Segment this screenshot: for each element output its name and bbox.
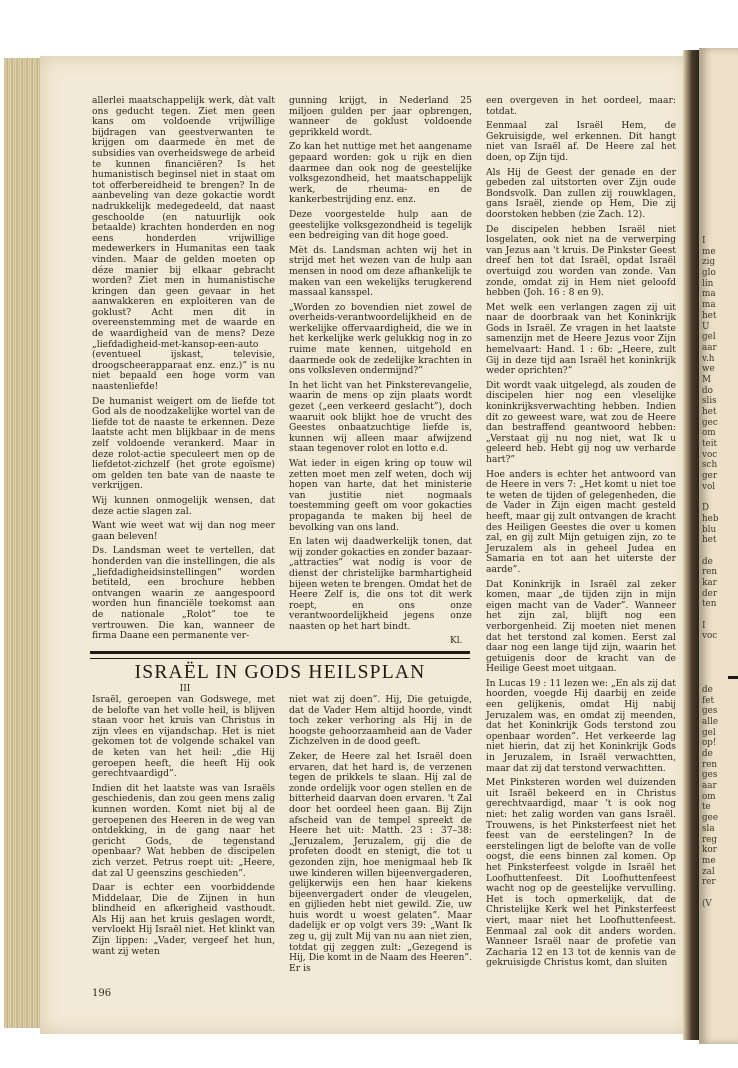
page-number: 196 [92,988,112,999]
edge-fragment: voc [702,631,718,642]
column-5 [289,695,472,978]
edge-fragment: U [702,321,710,332]
book-gutter [683,50,699,1040]
paragraph: Deze voorgestelde hulp aan de geestelijke volksgezondheid is tegelijk een bedreiging van dit hoge goed. [289,208,472,242]
column-1 [92,96,275,646]
column-2 [289,96,472,637]
paragraph: De discipelen hebben Israël niet losgelaten, ook niet na de verwerping van Jezus aan 't kruis. De Pinkster Geest dreef hen tot dat Israël, opdat Israël overtuigd zou worden van zonde. Van zonde, omdat zij in Hem niet geloofd hebben (Joh. 16 : 8 en 9). [486,223,676,299]
title-rule-thick [90,651,470,654]
edge-fragment: het [702,310,717,321]
edge-fragment: om [702,791,716,802]
edge-fragment: voc [702,449,718,460]
edge-fragment: me [702,855,716,866]
edge-fragment: ges [702,706,718,717]
paragraph: De humanist weigert om de liefde tot God als de noodzakelijke wortel van de liefde tot de naaste te erkennen. Deze laatste acht men blijkbaar in de mens zelf voldoende verankerd. Maar in deze rolot-actie speculeert men op de liefdetot-zichzelf (het grote egoïsme) om gelden ten bate van de naaste te verkrijgen. [92,395,275,492]
paragraph: Want wie weet wat wij dan nog meer gaan beleven! [92,520,275,542]
edge-fragment: het [702,535,717,546]
column-3 [486,96,676,973]
edge-fragment: het [702,407,717,417]
section-number: III [179,684,191,694]
edge-fragment: rer [702,877,716,888]
edge-fragment: ren [702,759,718,770]
edge-fragment: op! [702,738,717,749]
edge-fragment: ger [702,471,718,482]
paragraph: Zo kan het nuttige met het aangename gepaard worden: gok u rijk en dien daarmee dan ook nog de geestelijke volksgezondheid, het maatschappelijk werk, de rheuma- en de kankerbestrijding enz. enz. [289,141,472,206]
edge-fragment: der [702,588,718,599]
edge-fragment: glo [702,268,716,279]
edge-fragment: D [702,503,710,514]
paragraph: In het licht van het Pinksterevangelie, waarin de mens op zijn plaats wordt gezet („een verkeerd geslacht”), doch waaruit ook blijkt hoe de vrucht des Geestes onbaatzuchtige liefde is, kunnen wij alleen maar afwijzend staan tegenover rolot en lotto e.d. [289,379,472,455]
next-page-text-fragments [702,236,736,909]
edge-fragment: heb [702,513,719,524]
edge-fragment: gel [702,727,716,738]
edge-fragment [702,653,736,664]
edge-fragment: de [702,684,713,695]
edge-fragment: de [702,556,713,567]
edge-fragment: I [702,236,706,246]
author-signature: Kl. [450,636,463,646]
edge-fragment: aar [702,342,717,353]
edge-fragment: kar [702,578,717,588]
edge-fragment: ren [702,567,718,578]
article-title: ISRAËL IN GODS HEILSPLAN [134,662,426,683]
edge-fragment: (V [702,898,712,909]
edge-fragment: kor [702,845,717,856]
paragraph: Dat Koninkrijk in Israël zal zeker komen, maar „de tijden zijn in mijn eigen macht van de Vader”. Wanneer het zijn zal, blijft nog een verborgenheid. Zij moeten niet menen dat het terstond zal komen. Eerst zal daar nog een lange tijd zijn, waarin het getuigenis door de kracht van de Heilige Geest moet uitgaan. [486,578,676,675]
edge-fragment: aar [702,781,717,792]
edge-fragment [702,664,736,675]
edge-fragment: ten [702,599,717,610]
column-4 [92,695,275,961]
edge-fragment: me [702,246,716,257]
paragraph: Daar is echter een voorbiddende Middelaar, Die de Zijnen in hun blindheid en afkerigheid vasthoudt. Als Hij aan het kruis geslagen wordt, vervloekt Hij Israël niet. Het klinkt van Zijn lippen: „Vader, vergeef het hun, want zij weten [92,882,275,957]
edge-fragment: I [702,620,706,631]
edge-fragment: zal [702,866,715,877]
edge-fragment [702,493,736,504]
edge-fragment: blu [702,524,717,535]
edge-fragment: gee [702,813,719,824]
edge-fragment [702,610,736,621]
edge-fragment: fet [702,695,714,706]
edge-fragment: sla [702,823,715,834]
paragraph: Dit wordt vaak uitgelegd, als zouden de discipelen hier nog een vleselijke koninkrijksverwachting hebben. Indien dit zo geweest ware, wat zou de Heere dan bestraffend geantwoord hebben: „Verstaat gij nu nog niet, wat Ik u geleerd heb. Hebt gij nog uw verharde hart?” [486,379,676,465]
edge-fragment: om [702,428,716,439]
paragraph: niet wat zij doen”. Hij, Die getuigde, dat de Vader Hem altijd hoorde, vindt toch zeker verhoring als Hij in de hoogste gehoorzaamheid aan de Vader Zichzelven in de dood geeft. [289,694,472,748]
paragraph: „Worden zo bovendien niet zowel de overheids-verantwoordelijkheid en de werkelijke offervaardigheid, die we in het kerkelijke werk gelukkig nog in zo ruime mate kennen, uitgehold en daarmede ook de zedelijke krachten in ons volksleven ondermijnd?” [289,301,472,377]
edge-fragment: reg [702,834,718,845]
edge-fragment: v.h [702,353,715,364]
paragraph: Hoe anders is echter het antwoord van de Heere in vers 7: „Het komt u niet toe te weten de tijden of gelegenheden, die de Vader in Zijn eigen macht gesteld heeft, maar gij zult ontvangen de kracht des Heiligen Geestes die over u komen zal, en gij zult Mijn getuigen zijn, zo te Jeruzalem als in geheel Judea en Samaria en tot aan het uiterste der aarde”. [486,468,676,575]
paragraph: gunning krijgt, in Nederland 25 miljoen gulden per jaar opbrengen, wanneer de goklust voldoende geprikkeld wordt. [289,95,472,138]
next-page-rule [728,676,738,679]
edge-fragment: slis [702,396,717,407]
edge-fragment: zig [702,257,716,268]
edge-fragment: ma [702,300,716,311]
edge-fragment: gec [702,417,718,428]
paragraph: Met Pinksteren worden wel duizenden uit Israël bekeerd en in Christus gerechtvaardigd, maar 't is ook nog niet: het zalig worden van gans Israël. Trouwens, is het Pinksterfeest niet het feest van de eerstelingen? In de eerstelingen ligt de belofte van de volle oogst, die eens binnen zal komen. Op het Pinksterfeest volgde in Israël het Loofhuttenfeest. Dit Loofhuttenfeest wacht nog op de geestelijke vervulling. Het is toch opmerkelijk, dat de Christelijke Kerk wel het Pinksterfeest viert, maar niet het Loofhuttenfeest. Eenmaal zal ook dit anders worden. Wanneer Israël naar de profetie van Zacharia 12 en 13 tot de kennis van de gekruisigde Christus komt, dan sluiten [486,777,676,969]
paragraph: En laten wij daadwerkelijk tonen, dat wij zonder gokacties en zonder bazaar-„attracties” wat nodig is voor de dienst der christelijke barmhartigheid bijeen weten te brengen. Omdat het de Heere Zelf is, die ons tot dit werk roept, en ons onze verantwoordelijkheid jegens onze naasten op het hart bindt. [289,536,472,632]
edge-fragment [702,546,736,557]
title-rule-thin [90,658,470,659]
edge-fragment: te [702,802,711,813]
edge-fragment: sch [702,460,718,471]
paragraph: Israël, geroepen van Godswege, met de belofte van het volle heil, is blijven staan voor het kruis van Christus in zijn vlees en vijandschap. Het is niet gekomen tot de volgende schakel van de keten van het heil: „die Hij geroepen heeft, die heeft Hij ook gerechtvaardigd”. [92,694,275,780]
paragraph: Ds. Landsman weet te vertellen, dat honderden van die instellingen, die als „liefdadigheidsinstellingen” worden betiteld, een brochure hebben ontvangen waarin ze aangespoord worden hun financiële toekomst aan de nationale „Rolot” toe te vertrouwen. Die kan, wanneer de firma Daane een permanente ver- [92,545,275,642]
edge-fragment [702,642,736,653]
page-edges [4,58,40,1028]
paragraph: Indien dit het laatste was van Israëls geschiedenis, dan zou geen mens zalig kunnen worden. Komt niet bij al de geroepenen des Heeren in de weg van ontdekking, in de gang naar het gericht Gods, de tegenstand openbaar? Wat hebben de discipelen zich verzet. Petrus roept uit: „Heere, dat zal U geenszins geschieden”. [92,782,275,879]
paragraph: In Lucas 19 : 11 lezen we: „En als zij dat hoorden, voegde Hij daarbij en zeide een gelijkenis, omdat Hij nabij Jeruzalem was, en omdat zij meenden, dat het Koninkrijk Gods terstond zou openbaar worden”. Het verkeerde lag niet hierin, dat zij het Koninkrijk Gods in Jeruzalem, in Israël verwachtten, maar dat zij dat terstond verwachtten. [486,677,676,774]
paragraph: Eenmaal zal Israël Hem, de Gekruisigde, wel erkennen. Dit hangt niet van Israël af. De Heere zal het doen, op Zijn tijd. [486,120,676,163]
edge-fragment: ges [702,770,718,781]
edge-fragment: do [702,385,713,396]
paragraph: Wij kunnen onmogelijk wensen, dat deze actie slagen zal. [92,494,275,517]
edge-fragment: gel [702,332,716,343]
paragraph: allerlei maatschappelijk werk, dàt valt ons geducht tegen. Ziet men geen kans om voldoende vrijwillige bijdragen van geestverwanten te krijgen om daarmede èn met de subsidies van overheidswege de arbeid te kunnen financiëren? Is het humanistisch beginsel niet in staat om tot offerbereidheid te brengen? In de aanbeveling van deze gokactie wordt nadrukkelijk medegedeeld, dat naast geschoolde (en natuurlijk ook betaalde) krachten honderden en nog eens honderden vrijwillige medewerkers in Humanitas een taak vinden. Maar de gelden moeten op déze manier bij elkaar gebracht worden? Ziet men in humanistische kringen dan geen gevaar in het aanwakkeren en exploiteren van de goklust? Acht men dit in overeenstemming met de waarde en de waardigheid van de mens? Deze „liefdadigheid-met-kansop-een-auto (eventueel ijskast, televisie, droogscheerapparaat enz. enz.)” is nu niet bepaald een hoge vorm van naastenliefde! [92,95,275,393]
edge-fragment: ma [702,289,716,300]
paragraph: Mèt ds. Landsman achten wij het in strijd met het wezen van de hulp aan mensen in nood om deze afhankelijk te maken van een wekelijks terugkerend massaal kansspel. [289,244,472,299]
edge-fragment: we [702,364,715,375]
paragraph: Als Hij de Geest der genade en der gebeden zal uitstorten over Zijn oude Bondsvolk. Dan zullen zij rouwklagen, gans Israël, ziende op Hem, Die zij doorstoken hebben (zie Zach. 12). [486,166,676,220]
edge-fragment: M [702,374,712,385]
paragraph: een overgeven in het oordeel, maar: totdat. [486,95,676,117]
edge-fragment: vol [702,481,716,492]
edge-fragment: alle [702,716,719,727]
edge-fragment [702,888,736,899]
edge-fragment: de [702,749,713,759]
edge-fragment: lin [702,278,714,289]
paragraph: Zeker, de Heere zal het Israël doen ervaren, dat het hard is, de verzenen tegen de prikkels te slaan. Hij zal de zonde ordelijk voor ogen stellen en de bitterheid daarvan doen ervaren. 't Zal door het oordeel heen gaan. Bij Zijn afscheid van de tempel spreekt de Heere het uit: Matth. 23 : 37–38: „Jeruzalem, Jeruzalem, gij die de profeten doodt en stenigt, die tot u gezonden zijn, hoe menigmaal heb Ik uwe kinderen willen bijeenvergaderen, gelijkerwijs een hen haar kiekens bijeenvergadert onder de vleugelen, en gijlieden hebt niet gewild. Zie, uw huis wordt u woest gelaten”. Maar dadelijk er op volgt vers 39: „Want Ik zeg u, gij zult Mij van nu aan niet zien, totdat gij zeggen zult: „Gezegend is Hij, Die komt in de Naam des Heeren”. Er is [289,750,472,974]
edge-fragment: teit [702,439,718,450]
paragraph: Wat ieder in eigen kring op touw wil zetten moet men zelf weten, doch wij hopen van harte, dat het ministerie van justitie niet nogmaals toestemming geeft om voor gokacties propaganda te maken bij heel de bevolking van ons land. [289,458,472,533]
paragraph: Met welk een verlangen zagen zij uit naar de doorbraak van het Koninkrijk Gods in Israël. Ze vragen in het laatste samenzijn met de Heere Jezus voor Zijn hemelvaart: Hand. 1 : 6b: „Heere, zult Gij in deze tijd aan Israël het koninkrijk weder oprichten?” [486,301,676,377]
